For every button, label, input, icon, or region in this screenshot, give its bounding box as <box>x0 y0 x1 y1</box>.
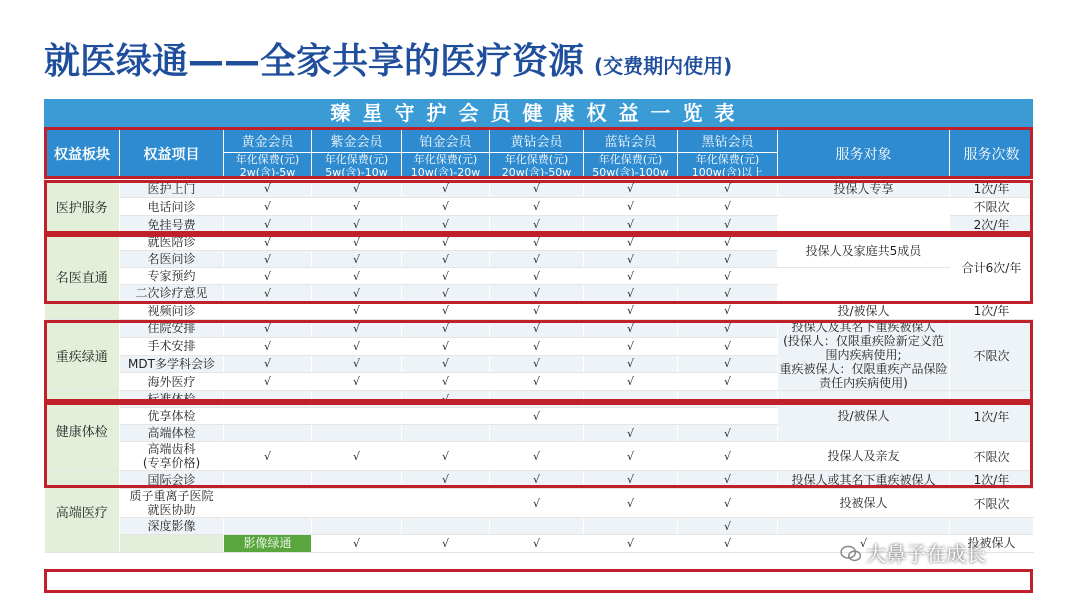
empty-cell <box>224 518 312 535</box>
check-mark: √ <box>402 251 490 268</box>
check-mark: √ <box>678 355 778 373</box>
check-mark: √ <box>584 535 678 553</box>
check-mark: √ <box>224 268 312 285</box>
empty-cell <box>312 425 402 442</box>
header-level: 紫金会员 <box>312 128 402 153</box>
check-mark: √ <box>224 442 312 471</box>
check-mark: √ <box>402 216 490 234</box>
check-mark: √ <box>678 489 778 518</box>
check-mark: √ <box>490 180 584 198</box>
benefits-table <box>44 99 1033 553</box>
check-mark: √ <box>584 234 678 251</box>
check-mark: √ <box>678 180 778 198</box>
empty-cell <box>490 391 584 408</box>
service-count: 不限次 <box>950 320 1034 391</box>
empty-cell <box>490 425 584 442</box>
check-mark: √ <box>312 373 402 391</box>
check-mark: √ <box>678 268 778 285</box>
table-title: 臻星守护会员健康权益一览表 <box>44 99 1033 127</box>
benefit-item: 视频问诊 <box>120 302 224 320</box>
section-label-empty <box>120 535 224 553</box>
highlight-imaging <box>44 569 1033 593</box>
benefit-item: 名医问诊 <box>120 251 224 268</box>
check-mark: √ <box>312 442 402 471</box>
check-mark: √ <box>678 216 778 234</box>
check-mark: √ <box>224 373 312 391</box>
check-mark: √ <box>678 442 778 471</box>
check-mark: √ <box>402 268 490 285</box>
benefits-grid <box>44 127 1034 553</box>
check-mark: √ <box>402 535 490 553</box>
check-mark: √ <box>584 489 678 518</box>
service-count: 不限次 <box>950 442 1034 471</box>
empty-cell <box>224 391 312 408</box>
benefit-item: 专家预约 <box>120 268 224 285</box>
page-title-main: 就医绿通——全家共享的医疗资源 <box>44 41 585 82</box>
table-row <box>45 198 1034 216</box>
empty-cell <box>312 391 402 408</box>
check-mark: √ <box>312 302 402 320</box>
check-mark: √ <box>584 198 678 216</box>
check-mark: √ <box>402 355 490 373</box>
benefit-item: 免挂号费 <box>120 216 224 234</box>
check-mark: √ <box>584 180 678 198</box>
service-count: 合计6次/年 <box>950 234 1034 302</box>
empty-cell <box>402 408 490 425</box>
empty-cell <box>312 489 402 518</box>
check-mark: √ <box>224 180 312 198</box>
service-target: 投/被保人 <box>778 302 950 320</box>
header-fee: 年化保费(元) 2w(含)-5w <box>224 153 312 180</box>
empty-cell <box>584 408 678 425</box>
check-mark: √ <box>490 285 584 302</box>
check-mark: √ <box>490 471 584 489</box>
check-mark: √ <box>224 337 312 355</box>
table-row <box>45 320 1034 338</box>
check-mark: √ <box>224 320 312 338</box>
watermark <box>840 538 986 567</box>
benefit-item: 优享体检 <box>120 408 224 425</box>
header-level: 铂金会员 <box>402 128 490 153</box>
section-label: 高端医疗 <box>45 471 120 553</box>
check-mark: √ <box>490 355 584 373</box>
check-mark: √ <box>678 285 778 302</box>
check-mark: √ <box>402 180 490 198</box>
check-mark: √ <box>778 535 950 553</box>
check-mark: √ <box>678 320 778 338</box>
check-mark: √ <box>224 198 312 216</box>
check-mark: √ <box>490 268 584 285</box>
check-mark: √ <box>678 373 778 391</box>
section-label: 名医直通 <box>45 234 120 320</box>
check-mark: √ <box>490 234 584 251</box>
benefit-item: 影像绿通 <box>224 535 312 553</box>
benefit-item: 高端体检 <box>120 425 224 442</box>
service-target: 投保人及其名下重疾被保人 (投保人：仅限重疾险新定义范 围内疾病使用; 重疾被保人：仅限重疾产品保险 责任内疾病使用) <box>779 320 948 390</box>
service-target: 投保人或其名下重疾被保人 <box>778 471 950 489</box>
benefit-item: 电话问诊 <box>120 198 224 216</box>
check-mark: √ <box>402 337 490 355</box>
check-mark: √ <box>584 442 678 471</box>
check-mark: √ <box>678 251 778 268</box>
check-mark: √ <box>224 251 312 268</box>
benefit-item: 国际会诊 <box>120 471 224 489</box>
check-mark: √ <box>678 302 778 320</box>
benefit-item: 海外医疗 <box>120 373 224 391</box>
benefit-item: 医护上门 <box>120 180 224 198</box>
check-mark: √ <box>402 198 490 216</box>
empty-cell <box>224 408 312 425</box>
empty-cell <box>224 471 312 489</box>
check-mark: √ <box>584 471 678 489</box>
header-fee: 年化保费(元) 50w(含)-100w <box>584 153 678 180</box>
check-mark: √ <box>402 391 490 408</box>
service-count <box>950 518 1034 535</box>
check-mark: √ <box>490 408 584 425</box>
check-mark: √ <box>584 251 678 268</box>
service-target <box>778 268 950 302</box>
service-target <box>778 518 950 535</box>
table-row <box>45 234 1034 251</box>
header-fee: 年化保费(元) 20w(含)-50w <box>490 153 584 180</box>
check-mark: √ <box>402 442 490 471</box>
service-count: 1次/年 <box>950 471 1034 489</box>
check-mark: √ <box>678 234 778 251</box>
check-mark: √ <box>402 320 490 338</box>
benefit-item: 手术安排 <box>120 337 224 355</box>
table-body <box>45 180 1034 553</box>
check-mark: √ <box>584 373 678 391</box>
check-mark: √ <box>312 216 402 234</box>
check-mark: √ <box>584 355 678 373</box>
service-target <box>778 198 950 234</box>
check-mark: √ <box>402 471 490 489</box>
empty-cell <box>224 489 312 518</box>
empty-cell <box>678 391 778 408</box>
check-mark: √ <box>584 302 678 320</box>
table-row <box>45 302 1034 320</box>
wechat-icon <box>840 545 862 563</box>
check-mark: √ <box>678 425 778 442</box>
benefit-item: 标准体检 <box>120 391 224 408</box>
empty-cell <box>402 489 490 518</box>
header-item: 权益项目 <box>120 128 224 180</box>
empty-cell <box>312 471 402 489</box>
check-mark: √ <box>312 234 402 251</box>
service-count: 不限次 <box>950 198 1034 216</box>
check-mark: √ <box>224 216 312 234</box>
check-mark: √ <box>312 535 402 553</box>
check-mark: √ <box>678 337 778 355</box>
empty-cell <box>224 302 312 320</box>
check-mark: √ <box>490 373 584 391</box>
service-count: 1次/年 <box>950 391 1034 442</box>
service-count: 2次/年 <box>950 216 1034 234</box>
check-mark: √ <box>678 535 778 553</box>
header-fee: 年化保费(元) 100w(含)以上 <box>678 153 778 180</box>
check-mark: √ <box>490 198 584 216</box>
check-mark: √ <box>312 268 402 285</box>
service-target: 投/被保人 <box>778 391 950 442</box>
check-mark: √ <box>312 320 402 338</box>
check-mark: √ <box>584 268 678 285</box>
header-fee: 年化保费(元) 10w(含)-20w <box>402 153 490 180</box>
check-mark: √ <box>402 285 490 302</box>
check-mark: √ <box>490 216 584 234</box>
check-mark: √ <box>312 180 402 198</box>
header-block: 权益板块 <box>45 128 120 180</box>
check-mark: √ <box>584 320 678 338</box>
check-mark: √ <box>490 337 584 355</box>
check-mark: √ <box>312 285 402 302</box>
empty-cell <box>312 408 402 425</box>
empty-cell <box>584 518 678 535</box>
empty-cell <box>402 425 490 442</box>
benefit-item: 高端齿科 (专享价格) <box>120 442 224 471</box>
empty-cell <box>312 518 402 535</box>
table-row <box>45 489 1034 518</box>
check-mark: √ <box>584 285 678 302</box>
benefit-item: 住院安排 <box>120 320 224 338</box>
service-target: 投被保人 <box>778 489 950 518</box>
table-row <box>45 471 1034 489</box>
benefit-item: 就医陪诊 <box>120 234 224 251</box>
table-row <box>45 442 1034 471</box>
header-level: 蓝钻会员 <box>584 128 678 153</box>
service-count: 不限次 <box>950 489 1034 518</box>
check-mark: √ <box>490 489 584 518</box>
check-mark: √ <box>402 302 490 320</box>
service-target: 投保人专享 <box>778 180 950 198</box>
service-target: 投被保人 <box>950 535 1034 553</box>
check-mark: √ <box>312 251 402 268</box>
page-title-sub: (交费期内使用) <box>594 54 733 78</box>
header-fee: 年化保费(元) 5w(含)-10w <box>312 153 402 180</box>
service-count: 1次/年 <box>950 180 1034 198</box>
check-mark: √ <box>224 285 312 302</box>
check-mark: √ <box>490 302 584 320</box>
section-label: 医护服务 <box>45 180 120 234</box>
page-title <box>44 38 732 86</box>
benefit-item: MDT多学科会诊 <box>120 355 224 373</box>
service-target: 投保人及亲友 <box>778 442 950 471</box>
benefit-item: 二次诊疗意见 <box>120 285 224 302</box>
empty-cell <box>490 518 584 535</box>
check-mark: √ <box>312 198 402 216</box>
check-mark: √ <box>224 234 312 251</box>
service-target: 投保人及家庭共5成员 <box>778 234 950 268</box>
check-mark: √ <box>584 337 678 355</box>
check-mark: √ <box>312 355 402 373</box>
empty-cell <box>584 391 678 408</box>
empty-cell <box>678 408 778 425</box>
check-mark: √ <box>312 337 402 355</box>
table-row <box>45 518 1034 535</box>
benefit-item: 质子重离子医院 就医协助 <box>120 489 224 518</box>
table-row <box>45 180 1034 198</box>
check-mark: √ <box>678 471 778 489</box>
table-row <box>45 268 1034 285</box>
service-count: 1次/年 <box>950 302 1034 320</box>
header-target: 服务对象 <box>778 128 950 180</box>
header-level: 黄金会员 <box>224 128 312 153</box>
check-mark: √ <box>584 425 678 442</box>
check-mark: √ <box>678 198 778 216</box>
header-count: 服务次数 <box>950 128 1034 180</box>
benefit-item: 深度影像 <box>120 518 224 535</box>
check-mark: √ <box>490 251 584 268</box>
check-mark: √ <box>490 442 584 471</box>
check-mark: √ <box>402 234 490 251</box>
check-mark: √ <box>224 355 312 373</box>
section-label: 健康体检 <box>45 391 120 471</box>
header-level: 黄钻会员 <box>490 128 584 153</box>
check-mark: √ <box>678 518 778 535</box>
table-row <box>45 391 1034 408</box>
check-mark: √ <box>584 216 678 234</box>
section-label: 重疾绿通 <box>45 320 120 391</box>
check-mark: √ <box>490 535 584 553</box>
check-mark: √ <box>490 320 584 338</box>
header-level: 黑钻会员 <box>678 128 778 153</box>
empty-cell <box>224 425 312 442</box>
watermark-text: 大鼻子在成长 <box>866 542 986 566</box>
empty-cell <box>402 518 490 535</box>
check-mark: √ <box>402 373 490 391</box>
